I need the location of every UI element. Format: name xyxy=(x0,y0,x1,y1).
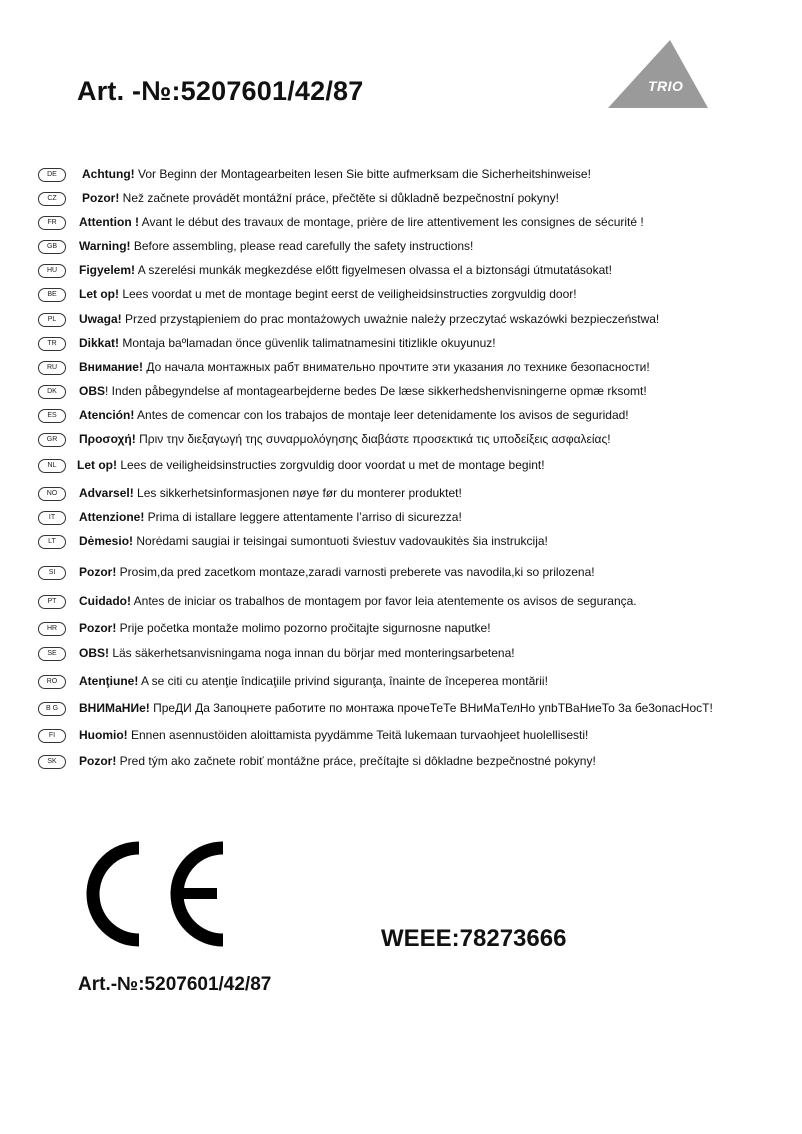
warning-text: Les sikkerhetsinformasjonen nøye før du monterer produktet! xyxy=(133,486,462,500)
language-code-badge: RO xyxy=(38,675,66,689)
article-number-footer: Art.-№:5207601/42/87 xyxy=(78,974,272,995)
warning-label: Let op! xyxy=(79,287,119,301)
language-code-badge: HU xyxy=(38,264,66,278)
language-code-badge: DE xyxy=(38,168,66,182)
warning-line xyxy=(79,431,611,447)
warning-text: Przed przystąpieniem do prac montażowych uważnie należy przeczytać wskazówki bezpieczeństwa! xyxy=(121,312,660,326)
ce-mark-icon xyxy=(73,838,229,950)
warning-label: Figyelem! xyxy=(79,263,136,277)
language-code-badge: GR xyxy=(38,433,66,447)
warning-label: Attention ! xyxy=(79,215,139,229)
warning-line xyxy=(79,485,462,501)
language-code-badge: BE xyxy=(38,288,66,302)
warning-line xyxy=(79,238,473,254)
warning-label: Attenzione! xyxy=(79,510,145,524)
warning-line xyxy=(79,335,496,351)
warning-line xyxy=(79,620,491,636)
trio-logo xyxy=(608,40,708,112)
warning-text: Ennen asennustöiden aloittamista pyydämme Teitä lukemaan turvaohjeet huolellisesti! xyxy=(127,728,589,742)
warning-text: ПреДИ Да 3апоцнете работите по монтажа прочеТеТе ВНиМаТелНо упbТВаНиеТо 3а бе3опасНосТ! xyxy=(149,701,713,715)
warning-line xyxy=(79,564,595,580)
warning-label: OBS! xyxy=(79,646,109,660)
language-code-badge: CZ xyxy=(38,192,66,206)
warning-line xyxy=(79,673,548,689)
warning-line xyxy=(82,190,559,206)
warning-text: Norėdami saugiai ir teisingai sumontuoti šviestuv vadovaukitės šia instrukcija! xyxy=(133,534,548,548)
warning-label: Προσοχή! xyxy=(79,432,136,446)
warning-line xyxy=(79,700,713,716)
warning-label: Pozor! xyxy=(79,754,117,768)
warning-line xyxy=(82,166,591,182)
warning-line xyxy=(79,753,596,769)
warning-text: Πριν την διεξαγωγή της συναρμολόγησης διαβάστε προσεκτικά τις υποδείξεις ασφαλείας! xyxy=(135,432,611,446)
warning-label: Dėmesio! xyxy=(79,534,134,548)
warning-label: Pozor! xyxy=(79,621,117,635)
language-code-badge: RU xyxy=(38,361,66,375)
warning-text: До начала монтажных рабт внимательно прочтите эти указания ло технике безопасности! xyxy=(142,360,650,374)
warning-label: Pozor! xyxy=(82,191,120,205)
language-code-badge: NO xyxy=(38,487,66,501)
warning-text: Než začnete provádět montážní práce, přečtěte si důkladně bezpečnostní pokyny! xyxy=(119,191,559,205)
warning-text: A szerelési munkák megkezdése előtt figyelmesen olvassa el a biztonsági útmutatásokat! xyxy=(135,263,612,277)
warning-line xyxy=(79,407,629,423)
warning-label: Huomio! xyxy=(79,728,128,742)
language-code-badge: PT xyxy=(38,595,66,609)
warning-label: Warning! xyxy=(79,239,131,253)
warning-label: Atención! xyxy=(79,408,135,422)
warning-line xyxy=(79,593,637,609)
warning-text: Läs säkerhetsanvisningama noga innan du börjar med monteringsarbetena! xyxy=(109,646,515,660)
warning-text: Prima di istallare leggere attentamente l’arriso di sicurezza! xyxy=(144,510,462,524)
warning-label: Atenţiune! xyxy=(79,674,139,688)
language-code-badge: LT xyxy=(38,535,66,549)
warning-label: Let op! xyxy=(77,458,117,472)
language-code-badge: ES xyxy=(38,409,66,423)
warning-line xyxy=(79,383,647,399)
warning-text: Lees de veiligheidsinstructies zorgvuldig door voordat u met de montage begint! xyxy=(117,458,545,472)
language-code-badge: SK xyxy=(38,755,66,769)
language-code-badge: SE xyxy=(38,647,66,661)
weee-number: WEEE:78273666 xyxy=(381,925,567,952)
warning-line xyxy=(79,727,588,743)
warning-text: Pred tým ako začnete robiť montážne práce, prečítajte si dôkladne bezpečnostné pokyny! xyxy=(116,754,596,768)
language-code-badge: IT xyxy=(38,511,66,525)
warning-text: ! Inden påbegyndelse af montagearbejderne bedes De læse sikkerhedshenvisningerne opmæ rksomt! xyxy=(105,384,647,398)
warning-text: A se citi cu atenţie îndicaţiile privind siguranţa, înainte de începerea montării! xyxy=(138,674,548,688)
warning-label: Pozor! xyxy=(79,565,117,579)
warning-line xyxy=(79,286,577,302)
warning-label: ВНИМаНИе! xyxy=(79,701,150,715)
warning-text: Prije početka montaže molimo pozorno pročitajte sigurnosne naputke! xyxy=(116,621,491,635)
warning-label: Dikkat! xyxy=(79,336,120,350)
warning-line xyxy=(79,509,462,525)
article-number-title: Art. -№:5207601/42/87 xyxy=(77,76,364,106)
trio-logo-text: TRIO xyxy=(648,78,684,94)
language-code-badge: HR xyxy=(38,622,66,636)
warning-text: Avant le début des travaux de montage, prière de lire attentivement les consignes de sécurité ! xyxy=(138,215,644,229)
warning-label: OBS xyxy=(79,384,106,398)
warning-text: Prosim,da pred zacetkom montaze,zaradi varnosti preberete vas navodila,ki so prilozena! xyxy=(116,565,595,579)
warning-line xyxy=(79,533,548,549)
warning-line xyxy=(77,457,545,473)
warning-line xyxy=(79,645,515,661)
warning-label: Advarsel! xyxy=(79,486,134,500)
language-code-badge: DK xyxy=(38,385,66,399)
warning-label: Cuidado! xyxy=(79,594,131,608)
warning-line xyxy=(79,262,612,278)
language-code-badge: SI xyxy=(38,566,66,580)
language-code-badge: FI xyxy=(38,729,66,743)
warning-label: Uwaga! xyxy=(79,312,122,326)
warning-line xyxy=(79,214,644,230)
warning-text: Antes de iniciar os trabalhos de montagem por favor leia atentemente os avisos de segurança. xyxy=(131,594,637,608)
language-code-badge: B G xyxy=(38,702,66,716)
language-code-badge: PL xyxy=(38,313,66,327)
warning-label: Achtung! xyxy=(82,167,135,181)
warning-line xyxy=(79,311,659,327)
warning-text: Antes de comencar con los trabajos de montaje leer detenidamente los avisos de seguridad! xyxy=(134,408,629,422)
language-code-badge: FR xyxy=(38,216,66,230)
warning-text: Before assembling, please read carefully the safety instructions! xyxy=(130,239,474,253)
language-code-badge: TR xyxy=(38,337,66,351)
warning-text: Montaja baºlamadan önce güvenlik talimatnamesini titizlikle okuyunuz! xyxy=(119,336,496,350)
warning-line xyxy=(79,359,650,375)
warning-text: Vor Beginn der Montagearbeiten lesen Sie bitte aufmerksam die Sicherheitshinweise! xyxy=(134,167,591,181)
warning-label: Внимание! xyxy=(79,360,143,374)
warning-text: Lees voordat u met de montage begint eerst de veiligheidsinstructies zorgvuldig door! xyxy=(119,287,577,301)
language-code-badge: NL xyxy=(38,459,66,473)
language-code-badge: GB xyxy=(38,240,66,254)
